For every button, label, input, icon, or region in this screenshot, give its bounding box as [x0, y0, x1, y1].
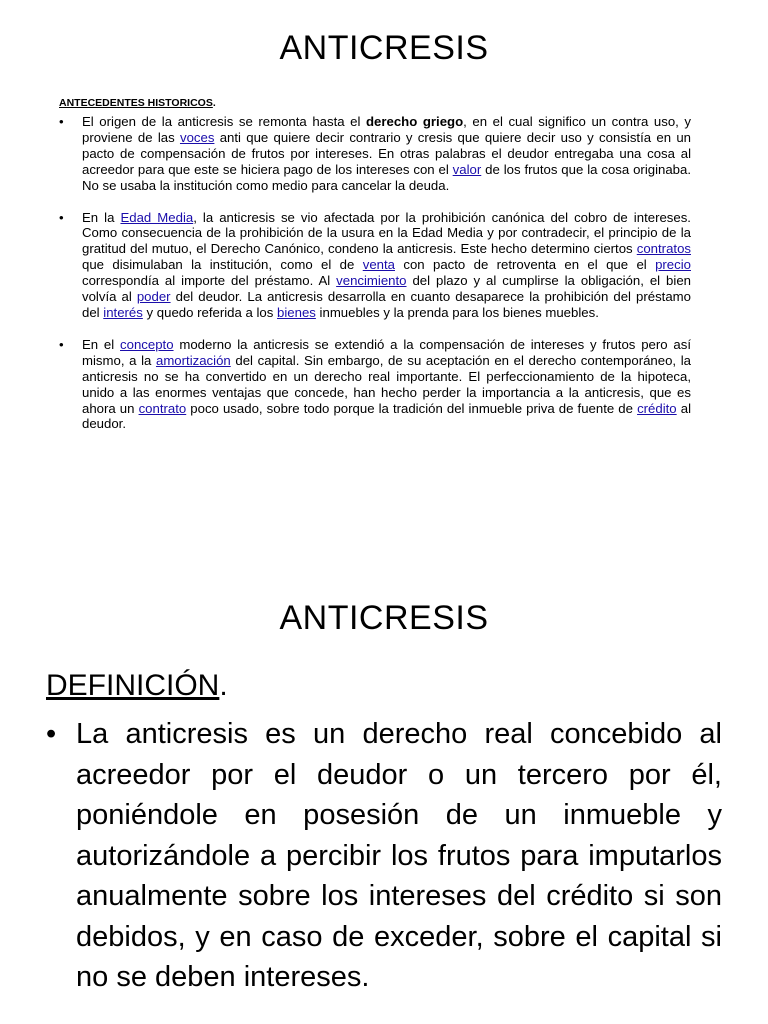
bullet-paragraph-origen — [59, 114, 691, 194]
link-vencimiento[interactable]: vencimiento — [336, 273, 407, 289]
paragraph-text: con pacto de retroventa en el que el — [394, 257, 656, 273]
bullet-icon: • — [59, 114, 64, 129]
link-contratos[interactable]: contratos — [636, 241, 691, 257]
paragraph-text: del capital. Sin embargo, de su aceptación en el derecho contemporáneo, la anticresis no se ha convertido en un derecho real importante. El perfeccionamiento de la hipoteca, unido a las enormes ventajas que concede, han hecho perder la importancia a la anticresis, que es ahora un — [82, 352, 691, 416]
bold-term: derecho griego — [365, 114, 464, 129]
paragraph-text: anti que quiere decir contrario y cresis que quiere decir uso y consistía en un pacto de compensación de frutos por intereses. En otras palabras el deudor entregaba una cosa al acreedor para que este se hiciera pago de los intereses con el — [82, 129, 691, 177]
section-heading-period: . — [212, 97, 216, 109]
slide-title: ANTICRESIS — [279, 29, 489, 67]
paragraph-text: En el — [82, 336, 121, 352]
link-contrato[interactable]: contrato — [138, 400, 187, 416]
paragraph-text: correspondía al importe del préstamo. Al — [82, 273, 337, 289]
section-heading — [59, 97, 216, 109]
link-venta[interactable]: venta — [362, 257, 395, 273]
definition-list — [46, 714, 722, 998]
paragraph-text: , la anticresis se vio afectada por la prohibición canónica del cobro de intereses. Como consecuencia de la prohibición de la usura en la Edad Media y por contradecir, el principio de la gratitud del mutuo, el Derecho Canónico, condeno la anticresis. Este hecho determino ciertos — [82, 209, 691, 257]
paragraph-text: del plazo y al cumplirse la obligación, el bien volvía al — [82, 273, 691, 305]
link-valor[interactable]: valor — [452, 161, 482, 177]
paragraph-text: moderno la anticresis se extendió a la compensación de intereses y frutos pero así mismo, a la — [82, 336, 691, 368]
definition-text: La anticresis es un derecho real concebido al acreedor por el deudor o un tercero por él, poniéndole en posesión de un inmueble y autorizándole a percibir los frutos para imputarlos anualmente sobre los intereses del crédito si son debidos, y en caso de exceder, sobre el capital si no se deben intereses. — [76, 718, 722, 993]
bullet-icon: • — [59, 209, 64, 225]
link-precio[interactable]: precio — [655, 257, 691, 273]
link-edad-media[interactable]: Edad Media — [120, 209, 194, 225]
definition-heading — [46, 668, 228, 704]
paragraph-text: y quedo referida a los — [142, 304, 278, 320]
definition-heading-text: DEFINICIÓN — [46, 669, 220, 702]
section-heading-text: ANTECEDENTES HISTORICOS — [59, 97, 213, 109]
paragraph-text: del deudor. La anticresis desarrolla en cuanto desaparece la prohibición del préstamo del — [82, 289, 691, 320]
link-bienes[interactable]: bienes — [277, 304, 316, 320]
paragraph-text: El origen de la anticresis se remonta hasta el — [82, 114, 366, 129]
paragraph-text: , en el cual significo un contra uso, y proviene de las — [82, 114, 691, 145]
bullet-icon: • — [59, 336, 64, 352]
link-voces[interactable]: voces — [179, 129, 215, 145]
link-concepto[interactable]: concepto — [120, 336, 174, 352]
paragraph-text: poco usado, sobre todo porque la tradición del inmueble priva de fuente de — [186, 400, 638, 416]
paragraph-text: que disimulaban la institución, como el de — [82, 257, 363, 273]
bullet-paragraph-edad-media — [59, 210, 691, 321]
link-interes[interactable]: interés — [103, 304, 143, 320]
bullet-paragraph-concepto — [59, 337, 691, 432]
link-amortizacion[interactable]: amortización — [155, 352, 231, 368]
bullet-list — [59, 114, 691, 448]
link-poder[interactable]: poder — [136, 289, 171, 305]
bullet-icon: • — [46, 718, 57, 750]
paragraph-text: de los frutos que la cosa originaba. No se usaba la institución como medio para cancelar la deuda. — [82, 161, 692, 193]
slide-definicion — [0, 568, 768, 1024]
definition-heading-period: . — [219, 669, 228, 702]
paragraph-text: al deudor. — [82, 400, 691, 432]
link-credito[interactable]: crédito — [637, 400, 677, 416]
paragraph-text: inmuebles y la prenda para los bienes muebles. — [315, 304, 599, 320]
slide-title: ANTICRESIS — [279, 599, 489, 637]
definition-paragraph — [46, 714, 722, 998]
paragraph-text: En la — [82, 209, 121, 225]
